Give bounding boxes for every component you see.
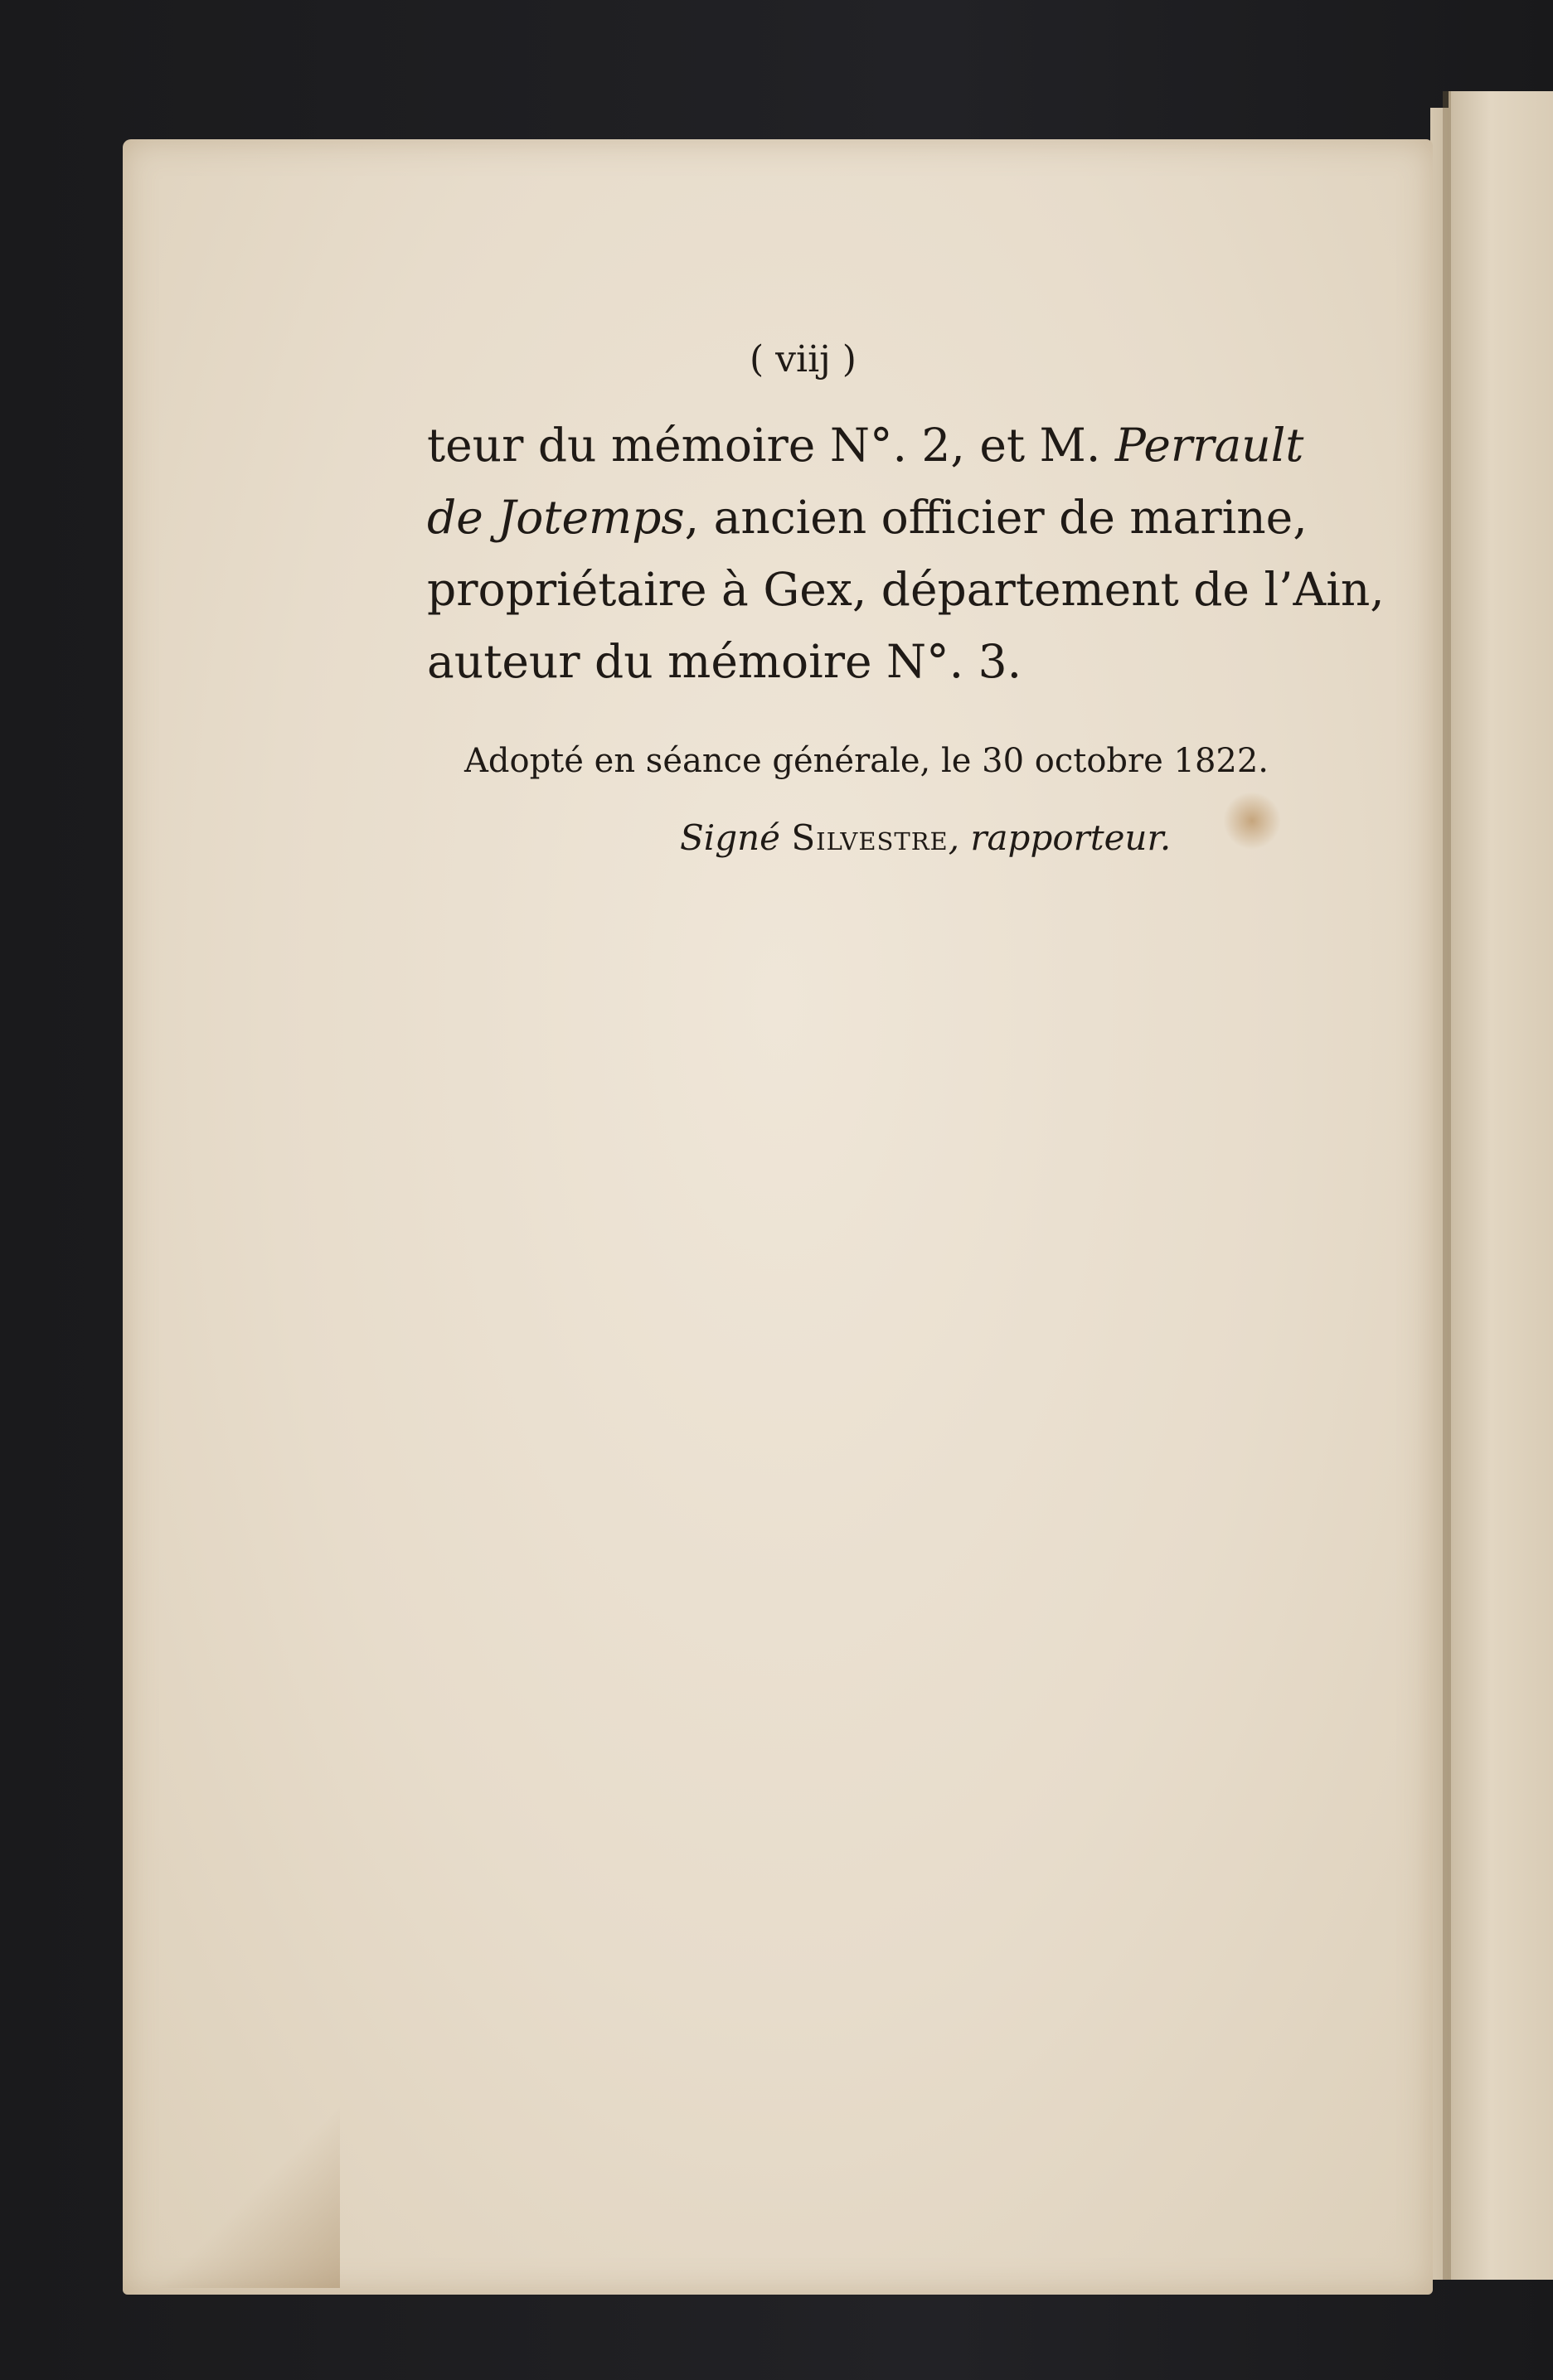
text-line-1-b: Perrault: [1114, 419, 1304, 472]
spine-shadow: [1443, 91, 1451, 2280]
worn-corner: [133, 2089, 340, 2288]
signature-name: Silvestre: [791, 817, 949, 858]
text-line-2: [427, 491, 1308, 544]
text-line-4: auteur du mémoire N°. 3.: [427, 635, 1022, 688]
text-line-2-b: , ancien officier de marine,: [684, 491, 1308, 544]
text-line-1-a: teur du mémoire N°. 2, et M.: [427, 419, 1115, 472]
signature-line: [680, 817, 1171, 858]
text-line-2-a: de Jotemps: [427, 491, 685, 544]
adoption-note: Adopté en séance générale, le 30 octobre 1822.: [464, 742, 1269, 780]
signature-role: , rapporteur.: [948, 817, 1172, 858]
signature-signe: Signé: [680, 817, 780, 858]
text-line-1: [427, 419, 1303, 472]
page-number: ( viij ): [750, 338, 857, 381]
foxing-stain: [1223, 792, 1281, 850]
facing-page: [1449, 91, 1553, 2280]
text-line-3: propriétaire à Gex, département de l’Ain,: [427, 563, 1385, 616]
